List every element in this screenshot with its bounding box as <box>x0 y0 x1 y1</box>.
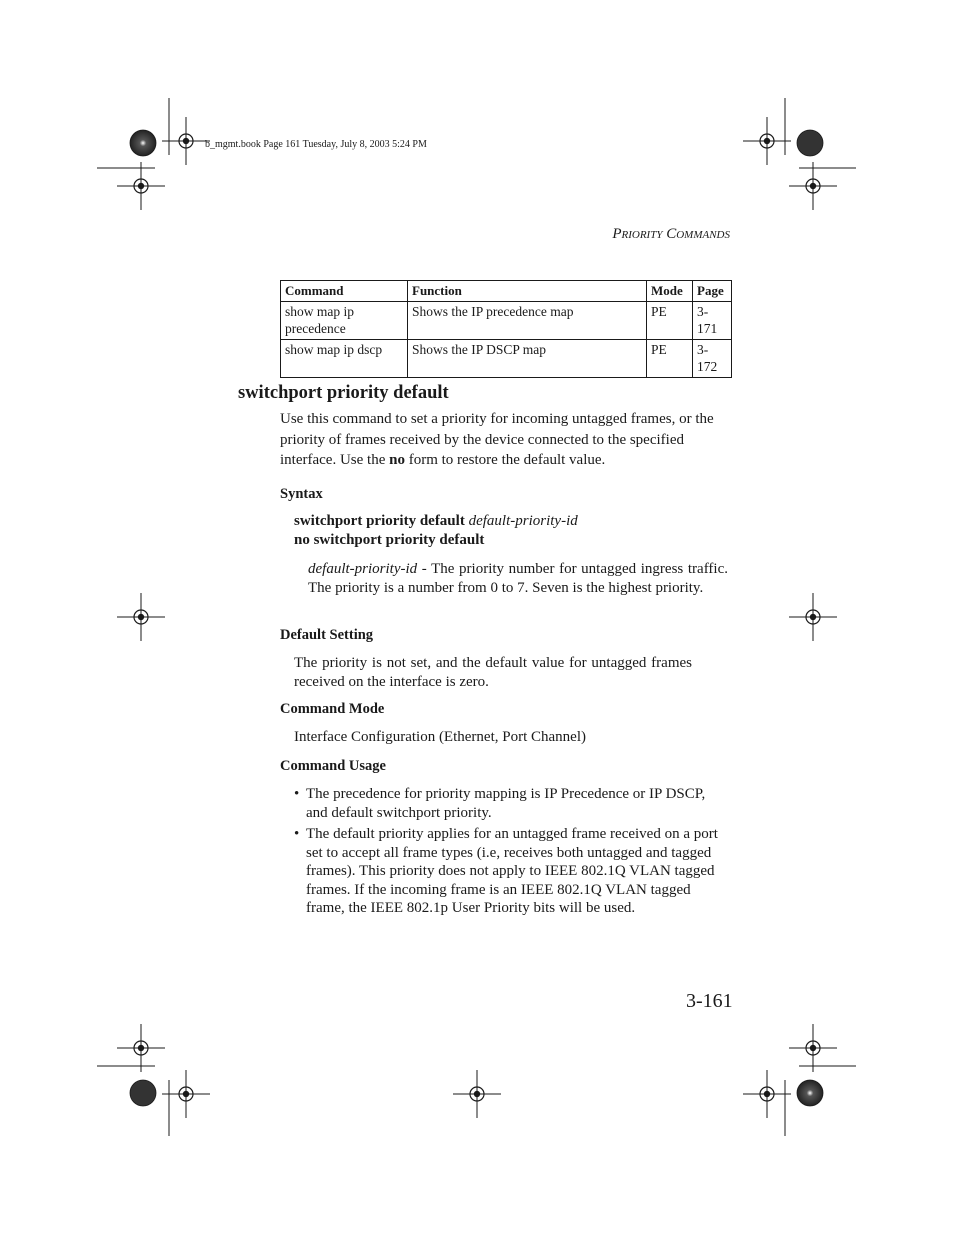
file-info: b_mgmt.book Page 161 Tuesday, July 8, 2003 5:24 PM <box>205 139 427 150</box>
list-item: • The default priority applies for an untagged frame received on a port set to accept all frame types (i.e, receives both untagged and tagged frames). This priority does not apply to IEEE 802.1Q VLAN tagged frames. If the incoming frame is an IEEE 802.1Q VLAN tagged frame, the IEEE 802.1p User Priority bits will be used. <box>294 826 718 916</box>
table-cell: show map ip precedence <box>281 302 408 340</box>
command-mode-heading: Command Mode <box>280 701 385 717</box>
table-header: Command <box>281 281 408 302</box>
command-usage-heading: Command Usage <box>280 758 386 774</box>
table-cell: Shows the IP DSCP map <box>408 340 647 378</box>
table-cell: PE <box>647 302 693 340</box>
syntax-heading: Syntax <box>280 486 323 502</box>
no-keyword: no <box>389 452 405 468</box>
syntax-line-2: no switchport priority default <box>294 532 485 548</box>
parameter-description: default-priority-id - The priority number for untagged ingress traffic. The priority is a number from 0 to 7. Seven is the highest priority. <box>308 561 728 596</box>
bullet-icon: • <box>294 786 300 802</box>
table-row <box>281 302 732 340</box>
section-title: switchport priority default <box>238 383 449 403</box>
table-header: Mode <box>647 281 693 302</box>
table-header-row <box>281 281 732 302</box>
running-head: PRIORITY COMMANDS <box>612 226 730 242</box>
command-table <box>280 280 732 378</box>
table-cell: show map ip dscp <box>281 340 408 378</box>
table-row <box>281 340 732 378</box>
default-setting-text: The priority is not set, and the default value for untagged frames received on the interface is zero. <box>294 655 692 690</box>
intro-paragraph: Use this command to set a priority for incoming untagged frames, or the priority of frames received by the device connected to the specified interface. Use the no form to restore the default value. <box>280 411 714 468</box>
table-header: Page <box>693 281 732 302</box>
list-item: • The precedence for priority mapping is IP Precedence or IP DSCP, and default switchport priority. <box>294 786 706 821</box>
table-header: Function <box>408 281 647 302</box>
table-cell: 3-172 <box>693 340 732 378</box>
command-mode-text: Interface Configuration (Ethernet, Port Channel) <box>294 729 586 745</box>
table-cell: 3-171 <box>693 302 732 340</box>
table-cell: Shows the IP precedence map <box>408 302 647 340</box>
page-number: 3-161 <box>686 990 733 1012</box>
command-usage-list <box>294 785 728 921</box>
syntax-line-1: switchport priority default default-priority-id <box>294 513 578 529</box>
table-cell: PE <box>647 340 693 378</box>
bullet-icon: • <box>294 826 300 842</box>
default-setting-heading: Default Setting <box>280 627 374 643</box>
